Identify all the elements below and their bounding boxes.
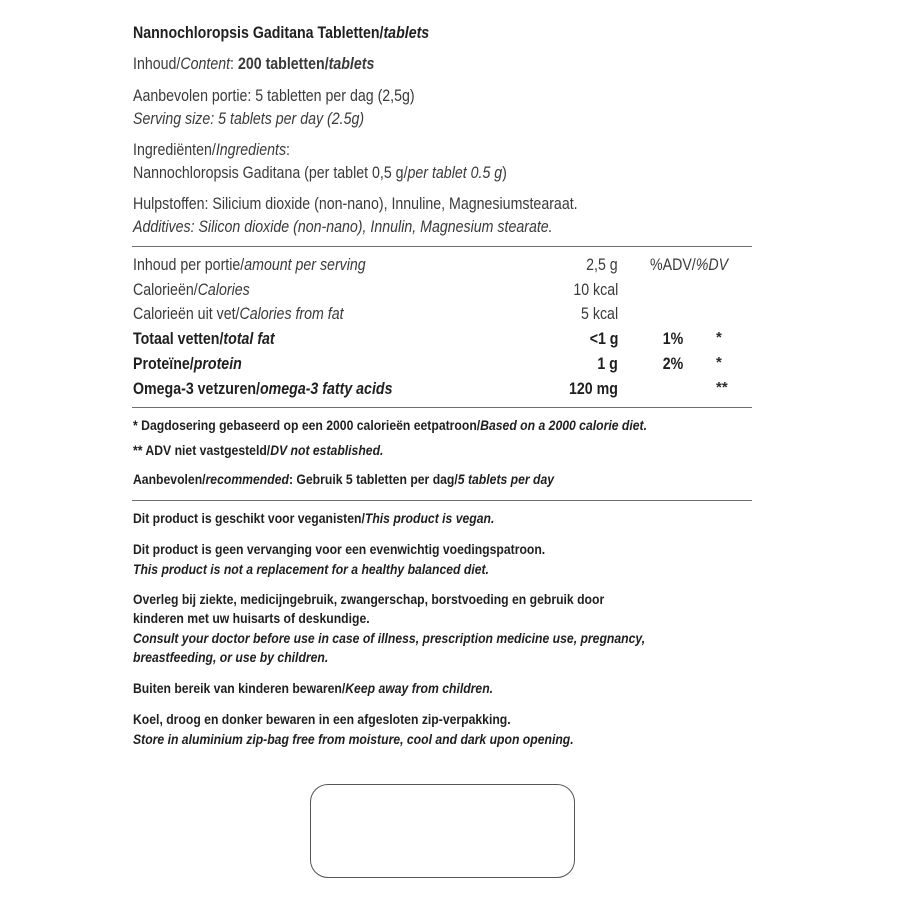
- title-en: tablets: [383, 24, 430, 42]
- additives-en: Additives: Silicon dioxide (non-nano), Innulin, Magnesium stearate.: [133, 218, 553, 236]
- content-label-en: Content: [180, 55, 231, 73]
- nutrition-row-label: [133, 355, 242, 374]
- consult-en-1: Consult your doctor before use in case of illness, prescription medicine use, pregnancy,: [133, 631, 646, 647]
- footnote-dv-nl: ** ADV niet vastgesteld/: [133, 443, 271, 459]
- row-label-nl: Calorieën uit vet/: [133, 305, 240, 323]
- replace-en: This product is not a replacement for a healthy balanced diet.: [133, 562, 489, 578]
- footnote-daily: [133, 418, 647, 434]
- row-label-nl: Calorieën/: [133, 281, 198, 299]
- ingredients-line-nl: Nannochloropsis Gaditana (per tablet 0,5 g/: [133, 164, 408, 182]
- row-label-nl: Omega-3 vetzuren/: [133, 380, 260, 398]
- ingredients-label: [133, 141, 290, 160]
- vegan-nl: Dit product is geschikt voor veganisten/: [133, 511, 365, 527]
- nutrition-header-label: [133, 256, 366, 275]
- footnote-daily-en: Based on a 2000 calorie diet.: [480, 418, 647, 434]
- consult-nl-2: kinderen met uw huisarts of deskundige.: [133, 611, 370, 627]
- children-nl: Buiten bereik van kinderen bewaren/: [133, 681, 346, 697]
- nutrition-row-footnote-mark: *: [716, 329, 722, 346]
- store-en: Store in aluminium zip-bag free from moisture, cool and dark upon opening.: [133, 732, 574, 748]
- row-label-en: Calories: [197, 281, 250, 299]
- recommended-label-nl: Aanbevolen/: [133, 472, 206, 488]
- children-en: Keep away from children.: [345, 681, 494, 697]
- header-amount: 2,5 g: [586, 256, 618, 274]
- content-line: [133, 55, 374, 74]
- row-label-en: total fat: [223, 330, 275, 348]
- children-notice: [133, 681, 493, 697]
- content-sep: :: [230, 55, 238, 73]
- header-dv: [650, 256, 728, 275]
- ingredients-line-en: per tablet 0.5 g: [407, 164, 503, 182]
- nutrition-row-footnote-mark: **: [716, 379, 728, 396]
- nutrition-row-amount: <1 g: [589, 330, 618, 348]
- recommended-line: [133, 472, 554, 488]
- row-label-en: Calories from fat: [239, 305, 344, 323]
- header-en: amount per serving: [244, 256, 366, 274]
- nutrition-row-footnote-mark: *: [716, 354, 722, 371]
- ingredients-label-en: Ingredients: [215, 141, 287, 159]
- serving-en: Serving size: 5 tablets per day (2.5g): [133, 110, 365, 128]
- nutrition-row-amount: 120 mg: [569, 380, 618, 398]
- row-label-nl: Proteïne/: [133, 355, 194, 373]
- serving-nl: Aanbevolen portie: 5 tabletten per dag (2,5g): [133, 87, 415, 105]
- row-label-en: protein: [193, 355, 242, 373]
- vegan-notice: [133, 511, 494, 527]
- nutrition-row-label: [133, 305, 344, 324]
- content-value-en: tablets: [328, 55, 375, 73]
- recommended-label-en: recommended: [205, 472, 289, 488]
- divider: [132, 500, 752, 501]
- product-title: [133, 24, 429, 43]
- nutrition-row-amount: 1 g: [597, 355, 618, 373]
- ingredients-colon: :: [286, 141, 291, 159]
- footnote-dv-en: DV not established.: [270, 443, 384, 459]
- vegan-en: This product is vegan.: [364, 511, 495, 527]
- ingredients-line: [133, 164, 507, 183]
- divider: [132, 246, 752, 247]
- nutrition-row-amount: 5 kcal: [580, 305, 618, 323]
- replace-nl: Dit product is geen vervanging voor een evenwichtig voedingspatroon.: [133, 542, 546, 558]
- title-nl: Nannochloropsis Gaditana Tabletten/: [133, 24, 384, 42]
- footnote-daily-nl: * Dagdosering gebaseerd op een 2000 calorieën eetpatroon/: [133, 418, 481, 434]
- store-nl: Koel, droog en donker bewaren in een afgesloten zip-verpakking.: [133, 712, 511, 728]
- nutrition-row-label: [133, 281, 250, 300]
- nutrition-row-label: [133, 330, 275, 349]
- content-value-nl: 200 tabletten/: [237, 55, 329, 73]
- header-dv-en: %DV: [695, 256, 729, 274]
- ingredients-label-nl: Ingrediënten/: [133, 141, 216, 159]
- recommended-en: 5 tablets per day: [457, 472, 555, 488]
- consult-en-2: breastfeeding, or use by children.: [133, 650, 329, 666]
- nutrition-row-pct: 1%: [662, 330, 684, 348]
- divider: [132, 407, 752, 408]
- nutrition-row-pct: 2%: [662, 355, 684, 373]
- row-label-nl: Totaal vetten/: [133, 330, 224, 348]
- row-label-en: omega-3 fatty acids: [259, 380, 393, 398]
- consult-nl-1: Overleg bij ziekte, medicijngebruik, zwangerschap, borstvoeding en gebruik door: [133, 592, 605, 608]
- footnote-dv: [133, 443, 383, 459]
- header-dv-nl: %ADV/: [650, 256, 696, 274]
- label-box: [310, 784, 575, 878]
- nutrition-row-label: [133, 380, 392, 399]
- content-label-nl: Inhoud/: [133, 55, 181, 73]
- header-nl: Inhoud per portie/: [133, 256, 245, 274]
- additives-nl: Hulpstoffen: Silicium dioxide (non-nano), Innuline, Magnesiumstearaat.: [133, 195, 578, 213]
- nutrition-row-amount: 10 kcal: [573, 281, 618, 299]
- recommended-nl: : Gebruik 5 tabletten per dag/: [288, 472, 458, 488]
- ingredients-line-close: ): [502, 164, 507, 182]
